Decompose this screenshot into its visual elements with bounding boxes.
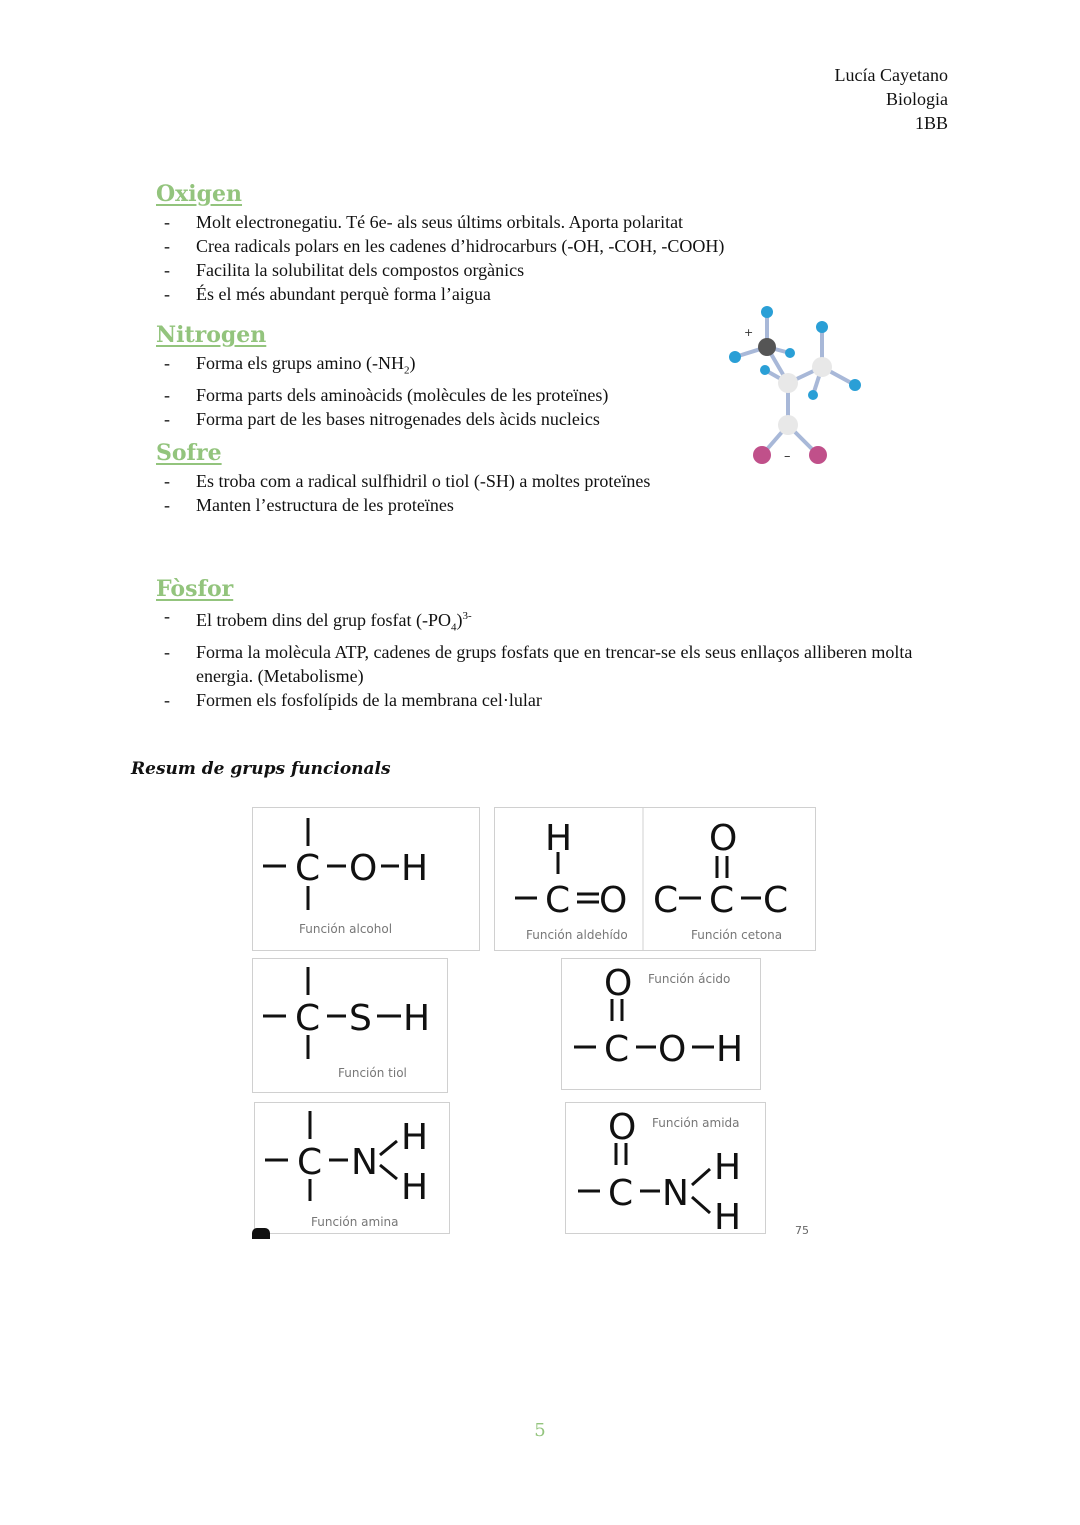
svg-text:+: + [744, 326, 754, 339]
list-item: - Formen els fosfolípids de la membrana cel·lular [160, 688, 960, 712]
ketone-label: Función cetona [691, 928, 783, 942]
svg-text:S: S [349, 998, 372, 1039]
svg-text:C: C [608, 1173, 634, 1214]
svg-text:C: C [709, 880, 735, 921]
hydrogen-atom [761, 306, 773, 318]
aldehyde-label: Función aldehído [526, 928, 628, 942]
svg-text:N: N [351, 1142, 378, 1183]
svg-text:H: H [401, 848, 429, 889]
functional-group-thiol [252, 958, 448, 1093]
svg-text:H: H [716, 1029, 744, 1070]
hydrogen-atom [808, 390, 818, 400]
page-header [835, 63, 948, 135]
functional-group-acid [561, 958, 761, 1090]
hydrogen-atom [849, 379, 861, 391]
functional-group-amine [254, 1102, 450, 1234]
list-item: - El trobem dins del grup fosfat $(-PO_4)^{3-}$ [160, 604, 960, 640]
section-title-fosfor: Fòsfor [156, 576, 234, 602]
svg-text:–: – [784, 449, 791, 464]
list-item: - Forma els grups amino $(-NH_2)$ [160, 351, 608, 383]
svg-text:O: O [709, 818, 738, 859]
list-item: - Crea radicals polars en les cadenes d’hidrocarburs (-OH, -COH, -COOH) [160, 234, 724, 258]
acid-label: Función ácido [648, 972, 731, 986]
fosfor-list [160, 604, 960, 712]
amine-label: Función amina [311, 1215, 399, 1229]
section-title-sofre: Sofre [156, 440, 222, 466]
svg-text:C: C [295, 998, 321, 1039]
svg-text:O: O [604, 963, 633, 1004]
svg-text:C: C [604, 1029, 630, 1070]
amino-acid-molecule-illustration [720, 300, 870, 470]
svg-text:H: H [401, 1117, 429, 1158]
functional-group-alcohol [252, 807, 480, 951]
subject-name: Biologia [886, 89, 948, 109]
svg-text:H: H [714, 1147, 742, 1188]
svg-text:O: O [608, 1107, 637, 1148]
hydrogen-atom [785, 348, 795, 358]
page-number: 5 [534, 1420, 546, 1441]
section-title-oxigen: Oxigen [156, 181, 243, 207]
hydrogen-atom [760, 365, 770, 375]
list-item: - Facilita la solubilitat dels compostos orgànics [160, 258, 724, 282]
figure-number: 75 [795, 1224, 809, 1237]
oxigen-list [160, 210, 724, 306]
oxygen-atom [809, 446, 827, 464]
svg-text:O: O [658, 1029, 687, 1070]
list-item: - Es troba com a radical sulfhidril o tiol (-SH) a moltes proteïnes [160, 469, 650, 493]
list-item: - Forma la molècula ATP, cadenes de grups fosfats que en trencar-se els seus enllaços alliberen molta energia. (Metabolisme) [160, 640, 960, 688]
summary-title: Resum de grups funcionals [131, 759, 391, 779]
svg-text:N: N [662, 1173, 689, 1214]
svg-text:H: H [403, 998, 431, 1039]
functional-group-amide [565, 1102, 766, 1234]
amide-label: Función amida [652, 1116, 740, 1130]
group-name: 1BB [914, 113, 948, 133]
svg-text:O: O [599, 880, 628, 921]
author-name: Lucía Cayetano [834, 65, 948, 85]
hydrogen-atom [816, 321, 828, 333]
svg-text:H: H [545, 818, 573, 859]
svg-text:C: C [763, 880, 789, 921]
svg-text:H: H [401, 1167, 429, 1208]
carbon-atom [812, 357, 832, 377]
decorative-tab [252, 1228, 270, 1239]
svg-text:H: H [714, 1197, 742, 1233]
list-item: - Forma parts dels aminoàcids (molècules de les proteïnes) [160, 383, 608, 407]
carbon-atom [778, 373, 798, 393]
alcohol-label: Función alcohol [299, 922, 393, 936]
svg-text:C: C [297, 1142, 323, 1183]
svg-text:C: C [295, 848, 321, 889]
list-item: - Manten l’estructura de les proteïnes [160, 493, 650, 517]
functional-group-aldehyde-ketone [494, 807, 816, 951]
nitrogen-atom [758, 338, 776, 356]
list-item: - Forma part de les bases nitrogenades dels àcids nucleics [160, 407, 608, 431]
svg-text:C: C [653, 880, 679, 921]
svg-text:O: O [349, 848, 378, 889]
thiol-label: Función tiol [338, 1066, 407, 1080]
carbon-atom [778, 415, 798, 435]
sofre-list [160, 469, 650, 517]
list-item: - Molt electronegatiu. Té 6e- als seus últims orbitals. Aporta polaritat [160, 210, 724, 234]
nitrogen-list [160, 351, 608, 431]
svg-text:C: C [545, 880, 571, 921]
section-title-nitrogen: Nitrogen [156, 322, 267, 348]
oxygen-atom [753, 446, 771, 464]
list-item: - És el més abundant perquè forma l’aigua [160, 282, 724, 306]
hydrogen-atom [729, 351, 741, 363]
